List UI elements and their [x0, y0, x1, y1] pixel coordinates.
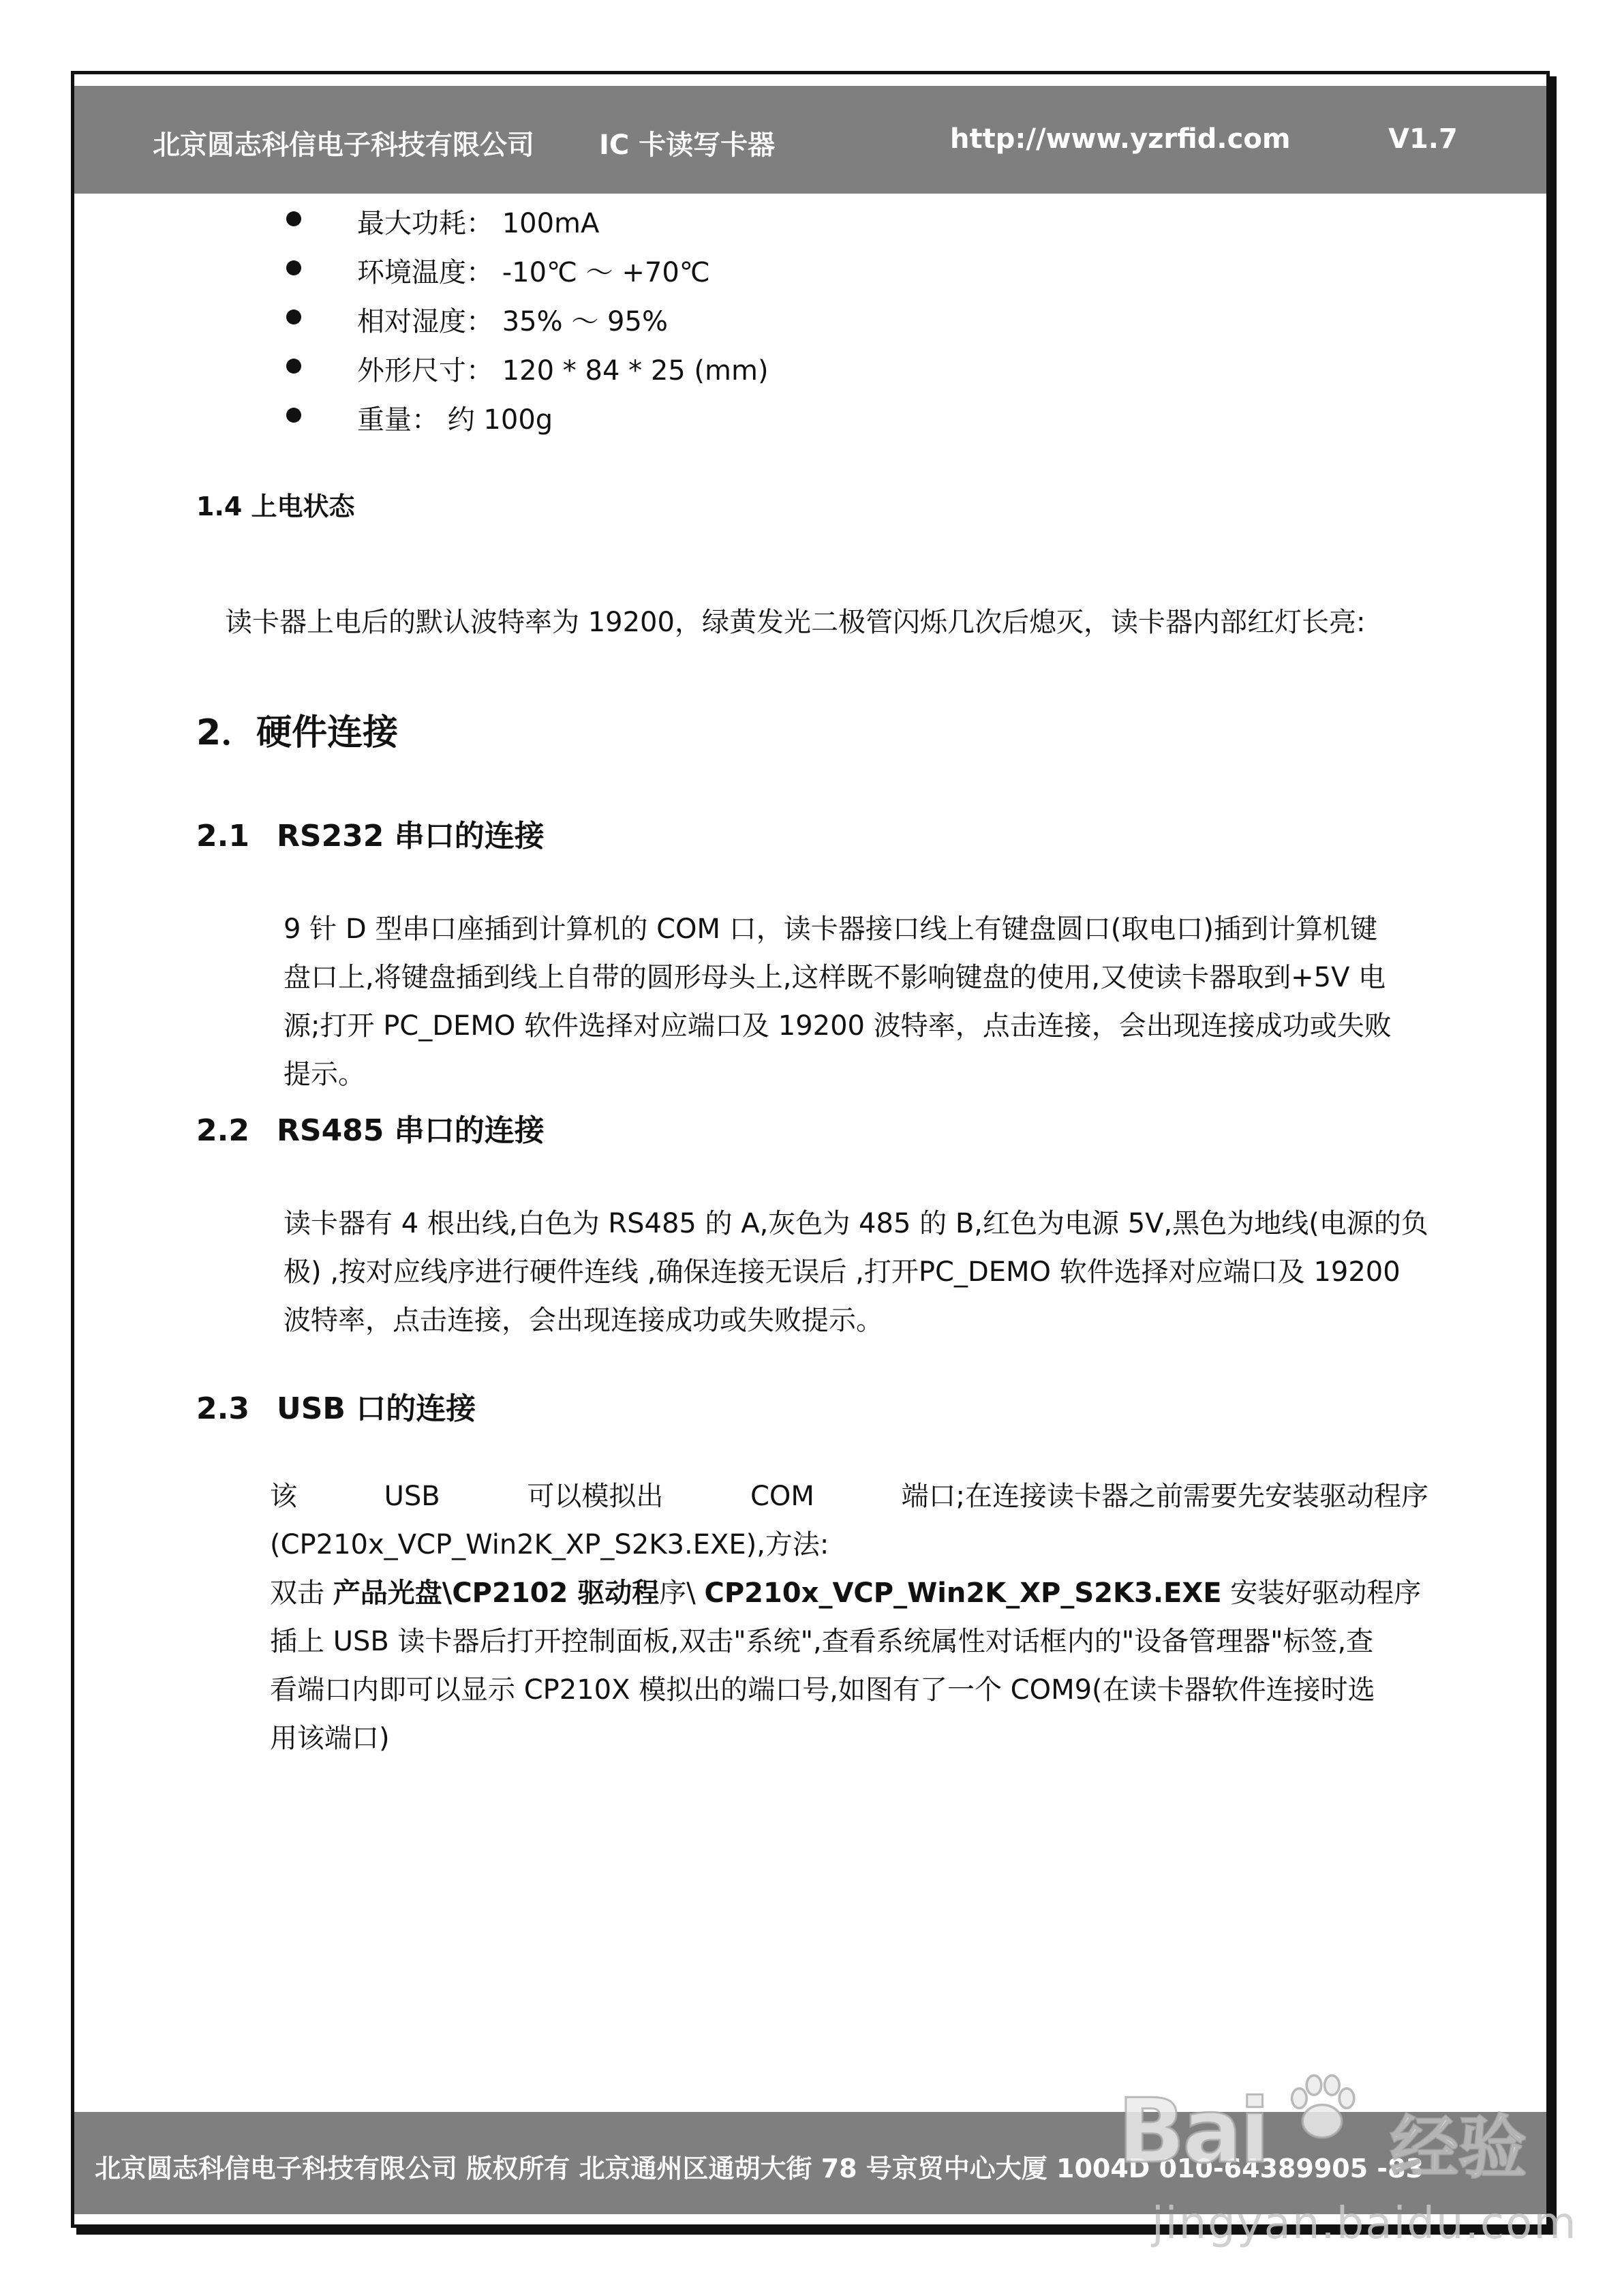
- frame-shadow: [1550, 76, 1557, 2235]
- watermark-url: jingyan.baidu.com: [1152, 2199, 1578, 2249]
- section-title: RS485 串口的连接: [277, 1113, 545, 1148]
- spec-text: 环境温度： -10℃ ～ +70℃: [357, 257, 710, 288]
- section-heading-2-1: [196, 811, 545, 855]
- spec-text: 重量： 约 100g: [357, 404, 553, 436]
- bullet-icon: [286, 309, 301, 324]
- header-version: V1.7: [1388, 123, 1458, 155]
- driver-filename-bold: CP210x_VCP_Win2K_XP_S2K3.EXE: [704, 1577, 1222, 1609]
- spec-text: 最大功耗： 100mA: [357, 208, 600, 239]
- paragraph-line: 看端口内即可以显示 CP210X 模拟出的端口号,如图有了一个 COM9(在读卡器软件连接时选: [270, 1674, 1375, 1706]
- footer-text: 北京圆志科信电子科技有限公司 版权所有 北京通州区通胡大街 78 号京贸中心大厦 1004D 010-64389905 -83: [95, 2154, 1424, 2184]
- word: USB: [384, 1481, 440, 1512]
- paragraph-line: 用该端口): [270, 1723, 390, 1754]
- section-number: 2.3: [196, 1391, 249, 1426]
- word: 端口;在连接读卡器之前需要先安装驱动程序: [901, 1481, 1428, 1512]
- section-number: 2.1: [196, 819, 249, 854]
- section-2-1-body: [284, 905, 1428, 1099]
- paragraph-line: 读卡器有 4 根出线,白色为 RS485 的 A,灰色为 485 的 B,红色为电源 5V,黑色为地线(电源的负: [284, 1208, 1428, 1239]
- header-company: 北京圆志科信电子科技有限公司: [153, 130, 534, 161]
- spec-text: 相对湿度： 35% ～ 95%: [357, 306, 668, 337]
- word: 该: [270, 1481, 297, 1512]
- paragraph-line: 波特率，点击连接，会出现连接成功或失败提示。: [284, 1305, 883, 1336]
- section-1-4-body: 读卡器上电后的默认波特率为 19200，绿黄发光二极管闪烁几次后熄灭，读卡器内部红灯长亮:: [225, 607, 1366, 638]
- paw-icon: [1281, 2066, 1363, 2147]
- watermark-brand: 经验: [1390, 2108, 1527, 2188]
- paragraph-line: 极) ,按对应线序进行硬件连线 ,确保连接无误后 ,打开PC_DEMO 软件选择对应端口及 19200: [284, 1256, 1401, 1288]
- paragraph-line: 提示。: [284, 1059, 365, 1090]
- header-url[interactable]: http://www.yzrfid.com: [950, 123, 1291, 155]
- paragraph-line: 盘口上,将键盘插到线上自带的圆形母头上,这样既不影响键盘的使用,又使读卡器取到+5V 电: [284, 962, 1386, 993]
- bullet-icon: [286, 260, 301, 275]
- bullet-icon: [286, 211, 301, 226]
- page-frame: [71, 71, 1550, 2228]
- paragraph-line: [270, 1569, 1428, 1618]
- paragraph-line: [270, 1472, 1428, 1521]
- section-number: 2.2: [196, 1113, 249, 1148]
- text-run: 双击: [270, 1577, 333, 1609]
- section-2-2-body: [284, 1200, 1428, 1345]
- paragraph-line: 9 针 D 型串口座插到计算机的 COM 口，读卡器接口线上有键盘圆口(取电口)插到计算机键: [284, 913, 1377, 945]
- text-run: 安装好驱动程序: [1221, 1577, 1422, 1609]
- driver-path-bold: 产品光盘\CP2102 驱动程: [333, 1577, 660, 1609]
- header-product: IC 卡读写卡器: [599, 130, 776, 161]
- word: COM: [750, 1481, 814, 1512]
- section-title: RS232 串口的连接: [277, 819, 545, 854]
- section-heading-2-2: [196, 1106, 545, 1149]
- bullet-icon: [286, 359, 301, 374]
- watermark-logo: Bai: [1118, 2079, 1268, 2183]
- paragraph-line: 源;打开 PC_DEMO 软件选择对应端口及 19200 波特率，点击连接，会出现连接成功或失败: [284, 1010, 1392, 1042]
- section-heading-1-4: 1.4 上电状态: [196, 492, 355, 522]
- word: 可以模拟出: [527, 1481, 664, 1512]
- text-run: 序\: [659, 1577, 705, 1609]
- section-2-3-body: [270, 1472, 1428, 1763]
- paragraph-line: 插上 USB 读卡器后打开控制面板,双击"系统",查看系统属性对话框内的"设备管理器"标签,查: [270, 1626, 1374, 1657]
- paragraph-line: (CP210x_VCP_Win2K_XP_S2K3.EXE),方法:: [270, 1529, 829, 1560]
- section-heading-2-3: [196, 1384, 476, 1428]
- baidu-jingyan-watermark: [1118, 2052, 1578, 2256]
- page-header: [74, 86, 1546, 194]
- section-title: USB 口的连接: [277, 1391, 476, 1426]
- bullet-icon: [286, 408, 301, 423]
- section-heading-2: 2．硬件连接: [196, 712, 399, 753]
- spec-text: 外形尺寸： 120 * 84 * 25 (mm): [357, 355, 769, 387]
